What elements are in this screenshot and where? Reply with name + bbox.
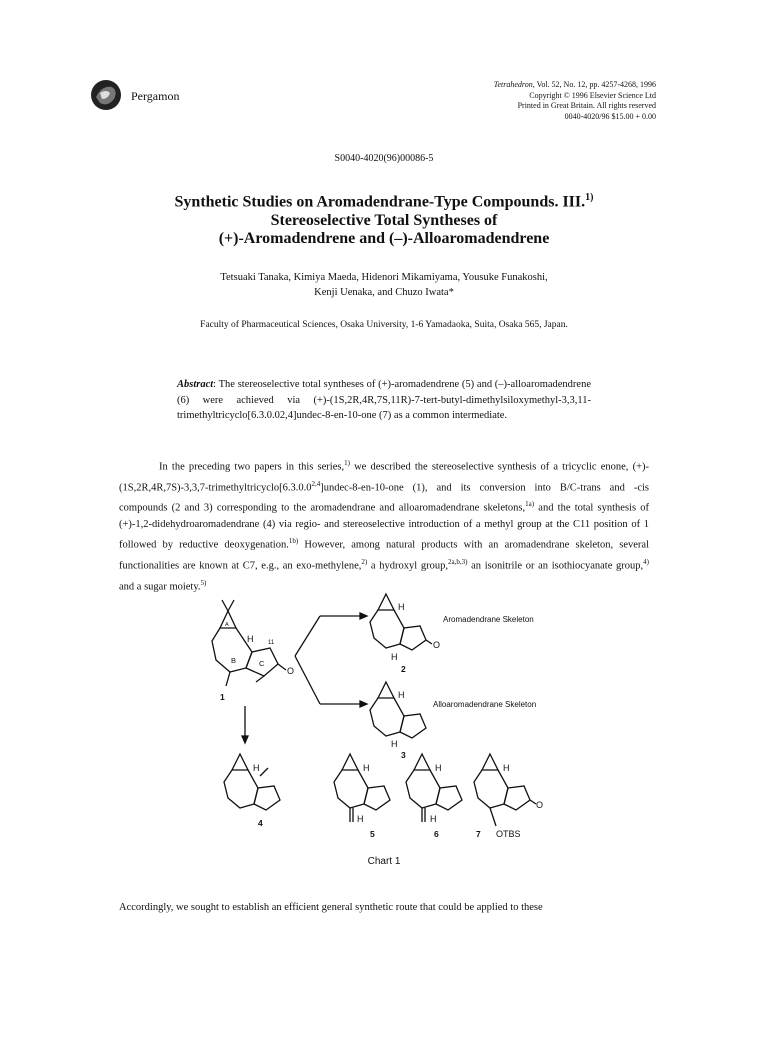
para-text: In the preceding two papers in this series, [159,461,345,473]
atom-11: 11 [268,640,275,646]
structure-4 [224,754,280,810]
compound-1-label: 1 [220,692,225,702]
ref-sup: 1a) [525,500,535,509]
intro-paragraph [119,455,649,595]
para-text: and a sugar moiety. [119,581,201,593]
label-alloaromadendrane: Alloaromadendrane Skeleton [433,700,537,709]
affiliation: Faculty of Pharmaceutical Sciences, Osaka University, 1-6 Yamadaoka, Suita, Osaka 565, Japan. [200,320,568,330]
ref-sup: 5) [200,578,207,587]
atom-h: H [357,814,364,824]
ring-a-label: A [225,622,229,628]
authors-line-1: Tetsuaki Tanaka, Kimiya Maeda, Hidenori Mikamiyama, Yousuke Funakoshi, [220,272,548,283]
journal-citation [494,80,656,122]
abstract [177,377,591,424]
chart-caption: Chart 1 [367,856,401,867]
compound-7-label: 7 [476,829,481,839]
para-text: an isonitrile or an isothiocyanate group, [467,560,644,572]
title-line-1: Synthetic Studies on Aromadendrane-Type Compounds. III. [174,193,586,211]
atom-h: H [391,739,398,749]
chart-1-structures [190,586,590,851]
structure-6 [406,754,462,822]
arrowhead-icon [360,701,367,707]
compound-2-label: 2 [401,664,406,674]
atom-h: H [391,652,398,662]
journal-volume: , Vol. 52, No. 12, pp. 4257-4268, 1996 [532,80,656,89]
label-aromadendrane: Aromadendrane Skeleton [443,615,534,624]
para-text: a hydroxyl group, [367,560,448,572]
paper-title [100,189,668,249]
ref-sup: 4) [643,558,649,567]
publisher-name: Pergamon [131,89,180,103]
compound-3-label: 3 [401,750,406,760]
compound-4-label: 4 [258,818,263,828]
abstract-text: : The stereoselective total syntheses of (+)-aromadendrene (5) and (–)-alloaromadendrene (6) were achieved via (+)-(1S,2R,4R,7S,11R)-7-tert-butyl-dimethylsiloxymethyl-3,3,11-trimethyltricyclo[6.3.0.02,4]undec-8-en-10-one (7) as a common intermediate. [177,379,591,421]
para-text: we described the stereoselective synthesis of a tricyclic enone, (+)-(1S,2R,4R,7S)-3,3,7-trimethyltricyclo[6.3.0.0 [119,461,649,494]
ring-b-label: B [231,656,237,665]
atom-o: O [536,800,544,810]
ref-sup: 2) [361,558,368,567]
compound-6-label: 6 [434,829,439,839]
atom-o: O [433,640,441,650]
doi: S0040-4020(96)00086-5 [334,153,434,164]
compound-5-label: 5 [370,829,375,839]
ref-sup: 2a,b,3) [447,558,468,567]
atom-h: H [247,634,254,644]
copyright-line: Copyright © 1996 Elsevier Science Ltd [529,90,656,100]
journal-name: Tetrahedron [493,80,533,89]
authors [100,270,668,300]
title-ref: 1) [585,192,594,203]
structure-5 [334,754,390,822]
title-line-2: Stereoselective Total Syntheses of [270,211,498,229]
atom-h: H [253,763,260,773]
ring-c-label: C [259,659,265,668]
body-text-continuation: Accordingly, we sought to establish an efficient general synthetic route that could be applied to these [119,902,543,913]
ref-sup: 1) [344,459,350,467]
atom-h: H [503,763,510,773]
para-text: and the total synthesis of (+)-1,2-didehydroaromadendrane (4) via regio- and stereoselective introduction of a methyl group at the C11 position of 1 followed by reductive deoxygenation. [119,502,649,551]
issn-line: 0040-4020/96 $15.00 + 0.00 [564,111,656,121]
ref-sup: 1b) [288,537,299,546]
branch-arrow-down [295,656,320,704]
para-text: ]undec-8-en-10-one (1), and its conversion into B/C-trans and -cis compounds (2 and 3) corresponding to the aromadendrane and alloaromadendrane skeletons, [119,482,649,514]
printed-line: Printed in Great Britain. All rights reserved [517,101,656,110]
authors-line-2: Kenji Uenaka, and Chuzo Iwata* [314,287,454,298]
otbs-group: OTBS [496,829,521,839]
para-text: However, among natural products with an aromadendrane skeleton, several functionalities are known at C7, e.g., an exo-methylene, [119,539,650,572]
atom-h: H [430,814,437,824]
title-line-3: (+)-Aromadendrene and (–)-Alloaromadendrene [218,230,550,248]
branch-arrow-up [295,616,320,656]
atom-o: O [287,666,295,676]
abstract-heading: Abstract [177,379,214,390]
ref-sup: 2,4 [311,479,321,488]
arrowhead-icon [242,736,248,743]
atom-h: H [398,602,405,612]
arrowhead-icon [360,613,367,619]
pergamon-logo-icon [90,79,122,111]
atom-h: H [363,763,370,773]
atom-h: H [435,763,442,773]
atom-h: H [398,690,405,700]
